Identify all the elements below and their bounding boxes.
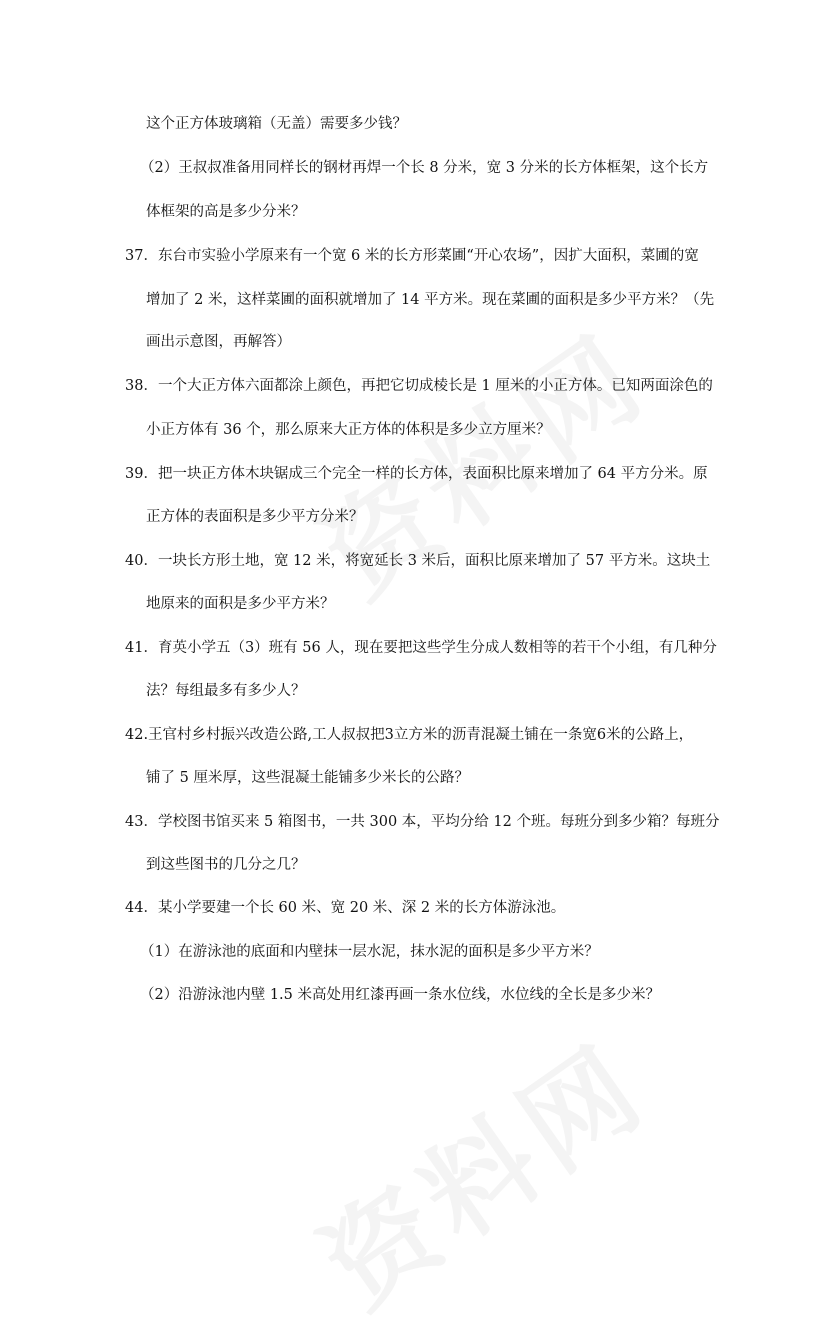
text-line: 画出示意图，再解答）	[146, 334, 291, 350]
question-40: 40．一块长方形土地，宽 12 米，将宽延长 3 米后，面积比原来增加了 57 平方米。这块土	[125, 553, 711, 569]
question-44: 44．某小学要建一个长 60 米、宽 20 米、深 2 米的长方体游泳池。	[125, 900, 566, 916]
question-42: 42.王官村乡村振兴改造公路,工人叔叔把3立方米的沥青混凝土铺在一条宽6米的公路上，	[125, 727, 694, 743]
question-43: 43．学校图书馆买来 5 箱图书，一共 300 本，平均分给 12 个班。每班分到多少箱？每班分	[125, 814, 720, 830]
text-line: 地原来的面积是多少平方米？	[146, 596, 335, 612]
text-line: 体框架的高是多少分米？	[146, 204, 306, 220]
text-line: 法？每组最多有多少人？	[146, 683, 306, 699]
question-41: 41．育英小学五（3）班有 56 人，现在要把这些学生分成人数相等的若干个小组，有几种分	[125, 640, 717, 656]
sub-question-2: （2）沿游泳池内壁 1.5 米高处用红漆再画一条水位线，水位线的全长是多少米？	[140, 987, 661, 1003]
question-39: 39．把一块正方体木块锯成三个完全一样的长方体，表面积比原来增加了 64 平方分米。原	[125, 466, 708, 482]
sub-question-1: （1）在游泳池的底面和内壁抹一层水泥，抹水泥的面积是多少平方米？	[140, 944, 599, 960]
watermark	[287, 291, 673, 627]
text-line: 正方体的表面积是多少平方分米？	[146, 509, 364, 525]
text-line: 铺了 5 厘米厚，这些混凝土能铺多少米长的公路？	[146, 770, 469, 786]
watermark	[287, 1001, 673, 1337]
question-37: 37．东台市实验小学原来有一个宽 6 米的长方形菜圃“开心农场”，因扩大面积，菜圃的宽	[125, 248, 699, 264]
text-line: 到这些图书的几分之几？	[146, 857, 306, 873]
text-line: 这个正方体玻璃箱（无盖）需要多少钱？	[146, 116, 407, 132]
text-line: 小正方体有 36 个，那么原来大正方体的体积是多少立方厘米？	[146, 422, 551, 438]
text-line: 增加了 2 米，这样菜圃的面积就增加了 14 平方米。现在菜圃的面积是多少平方米？（先	[146, 292, 715, 308]
question-38: 38．一个大正方体六面都涂上颜色，再把它切成棱长是 1 厘米的小正方体。已知两面涂色的	[125, 378, 713, 394]
text-line: （2）王叔叔准备用同样长的钢材再焊一个长 8 分米，宽 3 分米的长方体框架，这个长方	[140, 160, 709, 176]
